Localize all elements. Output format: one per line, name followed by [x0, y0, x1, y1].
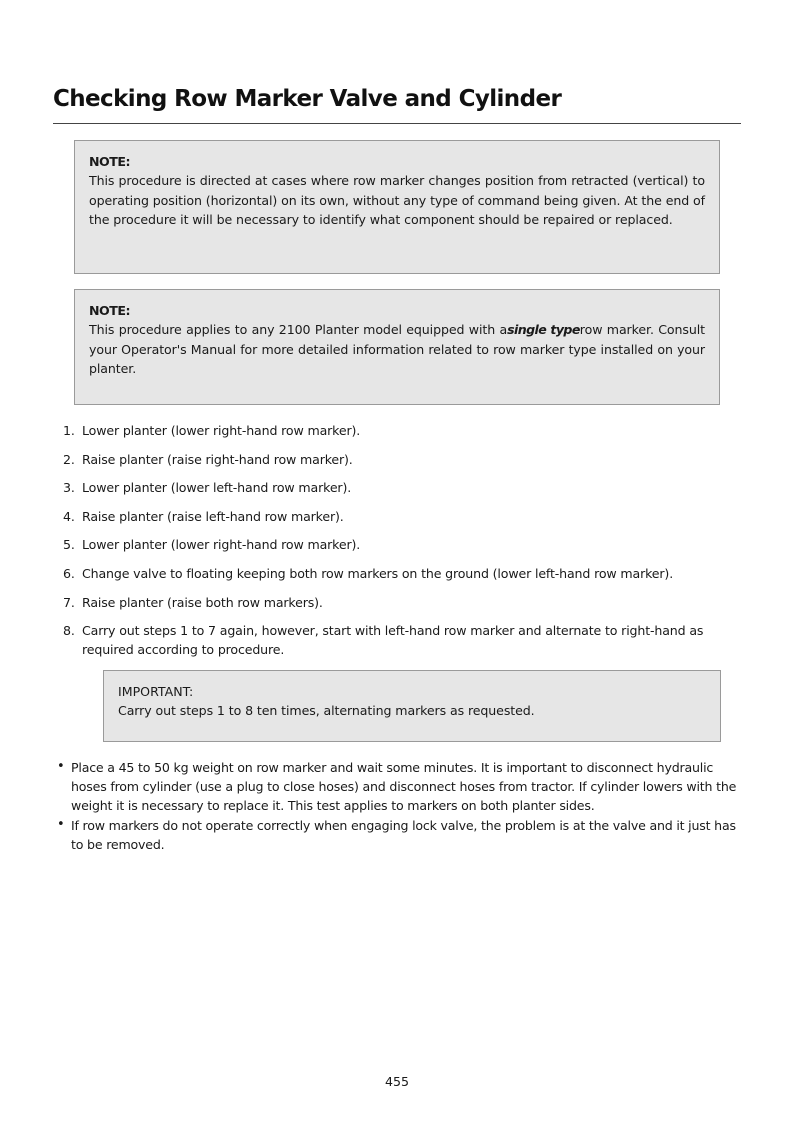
step-text: Carry out steps 1 to 7 again, however, start with left-hand row marker and alternate to right-hand as required according to procedure. [82, 623, 704, 658]
step-text: Raise planter (raise left-hand row marker). [82, 508, 344, 524]
step-text: Lower planter (lower right-hand row marker). [82, 423, 361, 438]
bullet-marker: • [57, 817, 65, 832]
note-label: NOTE: [89, 154, 130, 169]
note-text [89, 320, 705, 378]
note-text-after: row marker. Consult your Operator's Manual for more detailed information related to row marker type installed on your planter. [89, 322, 705, 376]
step-text: Raise planter (raise right-hand row marker). [82, 451, 353, 467]
step-text: Raise planter (raise both row markers). [82, 594, 323, 610]
important-box [103, 670, 721, 742]
step-number: 4. [63, 508, 75, 524]
step-number: 2. [63, 451, 75, 467]
test-notes-list [55, 758, 745, 855]
list-item [55, 421, 745, 440]
step-number: 6. [63, 565, 75, 581]
step-text: Change valve to floating keeping both row markers on the ground (lower left-hand row marker). [82, 565, 674, 581]
bullet-text: Place a 45 to 50 kg weight on row marker and wait some minutes. It is important to disconnect hydraulic hoses from cylinder (use a plug to close hoses) and disconnect hoses from tractor. If cylinder lowers with the weight it is necessary to replace it. This test applies to markers on both planter sides. [71, 760, 737, 813]
step-number: 8. [63, 623, 75, 639]
step-number: 1. [63, 423, 75, 438]
note-text-emphasis: single type [507, 322, 580, 338]
list-item [55, 535, 745, 554]
important-text: Carry out steps 1 to 8 ten times, alternating markers as requested. [118, 703, 535, 719]
list-item [55, 507, 745, 526]
list-item [55, 621, 745, 659]
list-item [55, 758, 745, 815]
title-divider [53, 123, 741, 124]
note-box-procedure-scope [74, 140, 720, 274]
note-label: NOTE: [89, 303, 130, 318]
note-text: This procedure is directed at cases where row marker changes position from retracted (vertical) to operating position (horizontal) on its own, without any type of command being given. At the end of the procedure it will be necessary to identify what component should be repaired or replaced. [89, 173, 705, 227]
step-text: Lower planter (lower left-hand row marker). [82, 480, 352, 496]
bullet-text: If row markers do not operate correctly when engaging lock valve, the problem is at the valve and it just has to be removed. [71, 818, 736, 852]
step-number: 7. [63, 594, 75, 610]
note-text-before: This procedure applies to any 2100 Planter model equipped with a [89, 322, 508, 338]
page-number: 455 [384, 1074, 410, 1089]
note-box-planter-model [74, 289, 720, 405]
important-label: IMPORTANT: [118, 684, 194, 699]
list-item [55, 478, 745, 497]
procedure-steps-list [55, 421, 745, 669]
list-item [55, 816, 745, 854]
page-title: Checking Row Marker Valve and Cylinder [53, 86, 562, 112]
list-item [55, 564, 745, 583]
step-number: 5. [63, 537, 75, 553]
step-text: Lower planter (lower right-hand row marker). [82, 537, 361, 553]
list-item [55, 450, 745, 469]
list-item [55, 593, 745, 612]
bullet-marker: • [57, 759, 65, 774]
step-number: 3. [63, 480, 75, 496]
